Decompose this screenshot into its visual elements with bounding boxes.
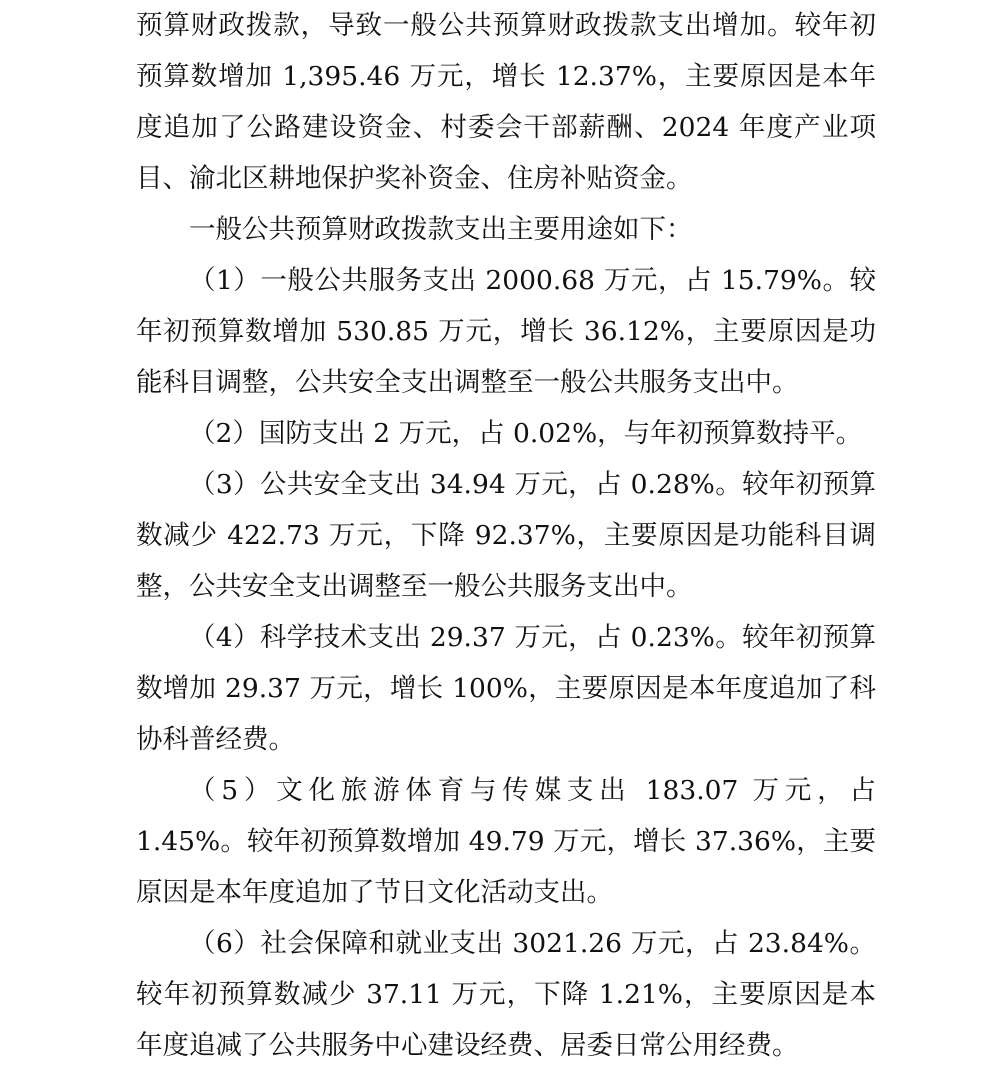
paragraph-item-3: （3）公共安全支出 34.94 万元，占 0.28%。较年初预算数减少 422.73 万元，下降 92.37%，主要原因是功能科目调整，公共安全支出调整至一般公共服务支出中。 [136, 469, 876, 602]
paragraph-continuation: 预算财政拨款，导致一般公共预算财政拨款支出增加。较年初预算数增加 1,395.46 万元，增长 12.37%，主要原因是本年度追加了公路建设资金、村委会干部薪酬、2024 年度产业项目、渝北区耕地保护奖补资金、住房补贴资金。 [136, 10, 876, 194]
paragraph-item-5: （5）文化旅游体育与传媒支出 183.07 万元，占 1.45%。较年初预算数增加 49.79 万元，增长 37.36%，主要原因是本年度追加了节日文化活动支出。 [136, 775, 876, 908]
paragraph-item-2: （2）国防支出 2 万元，占 0.02%，与年初预算数持平。 [189, 418, 863, 449]
paragraph-item-4: （4）科学技术支出 29.37 万元，占 0.23%。较年初预算数增加 29.37 万元，增长 100%，主要原因是本年度追加了科协科普经费。 [136, 622, 876, 755]
paragraph-item-6: （6）社会保障和就业支出 3021.26 万元，占 23.84%。较年初预算数减少 37.11 万元，下降 1.21%，主要原因是本年度追减了公共服务中心建设经费、居委日常公用经费。 [136, 928, 876, 1061]
paragraph-uses-intro: 一般公共预算财政拨款支出主要用途如下： [189, 214, 693, 245]
paragraph-item-1: （1）一般公共服务支出 2000.68 万元，占 15.79%。较年初预算数增加 530.85 万元，增长 36.12%，主要原因是功能科目调整，公共安全支出调整至一般公共服务支出中。 [136, 265, 876, 398]
